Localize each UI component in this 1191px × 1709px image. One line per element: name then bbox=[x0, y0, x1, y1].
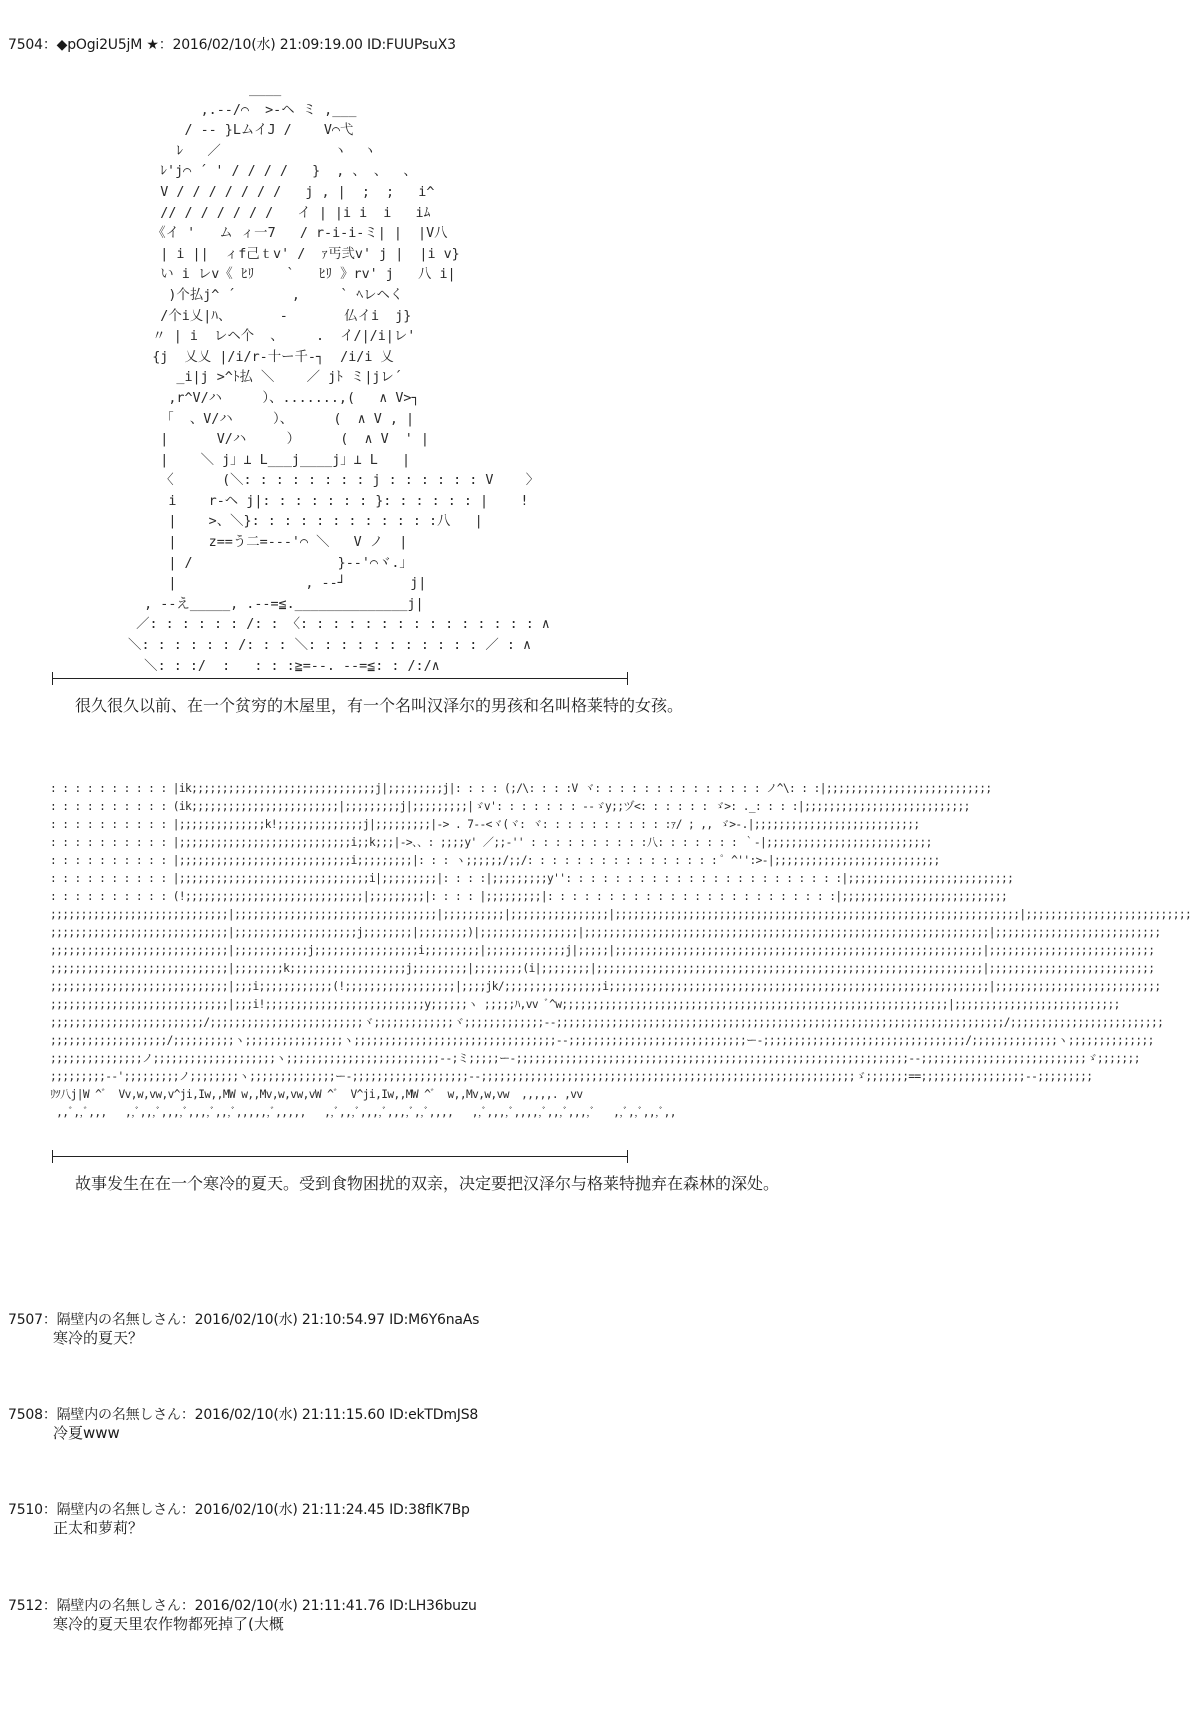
narration-text: 故事发生在在一个寒冷的夏天。受到食物困扰的双亲，决定要把汉泽尔与格莱特抛弃在森林的深处。 bbox=[75, 1174, 780, 1193]
post-header: 7508：隔壁内の名無しさん：2016/02/10(水) 21:11:15.60 ID:ekTDmJS8 bbox=[8, 1407, 479, 1423]
narration-text: 很久很久以前、在一个贫穷的木屋里，有一个名叫汉泽尔的男孩和名叫格莱特的女孩。 bbox=[75, 696, 684, 715]
post-header: 7504：◆pOgi2U5jM ★：2016/02/10(水) 21:09:19.00 ID:FUUPsuX3 bbox=[8, 37, 456, 53]
divider-line bbox=[52, 678, 628, 679]
post-body: 冷夏www bbox=[53, 1424, 120, 1442]
divider-line bbox=[52, 1156, 628, 1157]
ascii-art-forest: : : : : : : : : : : |ik;;;;;;;;;;;;;;;;;;;;;;;;;;;;;;j|;;;;;;;;;j|: : : : (;/\: : : :V ヾ: : : : : : : : : : : : : : ノ^\: : :|;;;;;;;;;;;;;;;;;;;;;;;;;;; : : : : : : : : : : (ik;;;;;;;;;;;;;;;;;;;;;;;;|;;;;;;;;;j|;;;;;;;;;|ゞv': : : : : : : --ゞy;;ヅ<: : : : : : ゞ>: ._: : : :|;;;;;;;;;;;;;;;;;;;;;;;;;;; : : : : : : : : : : |;;;;;;;;;;;;;;k!;;;;;;;;;;;;;;j|;;;;;;;;;|-> . 7‐-<ヾ(ヾ: ヾ: : : : : : : : : : :ｧ/ ; ,, ゞ>‐.|;;;;;;;;;;;;;;;;;;;;;;;;;;; : : : : : : : : : : |;;;;;;;;;;;;;;;;;;;;;;;;;;;;i;;k;;;|->、、: ;;;;y' ／;;‐'' : : : : : : : : : :八: : : : : : : ｀‐|;;;;;;;;;;;;;;;;;;;;;;;;;;; : : : : : : : : : : |;;;;;;;;;;;;;;;;;;;;;;;;;;;;i;;;;;;;;;|: : : ヽ;;;;;;/;;/: : : : : : : : : : : : : : : : ﾟ ^'':>‐|;;;;;;;;;;;;;;;;;;;;;;;;;;; : : : : : : : : : : |;;;;;;;;;;;;;;;;;;;;;;;;;;;;;;;i|;;;;;;;;;|: : : :|;;;;;;;;;y'': : : : : : : : : : : : : : : : : : : : : : :|;;;;;;;;;;;;;;;;;;;;;;;;;;; : : : : : : : : : : (!;;;;;;;;;;;;;;;;;;;;;;;;;;;;;|;;;;;;;;;|: : : : |;;;;;;;;;|: : : : : : : : : : : : : : : : : : : : : : : :|;;;;;;;;;;;;;;;;;;;;;;;;;;; ;;;;;;;;;;;;;;;;;;;;;;;;;;;;;|;;;;;;;;;;;;;;;;;;;;;;;;;;;;;;;;;|;;;;;;;;;;|;;;;;;;;;;;;;;;;|;;;;;;;;;;;;;;;;;;;;;;;;;;;;;;;;;;;;;;;;;;;;;;;;;;;;;;;;;;;;;;;;;;|;;;;;;;;;;;;;;;;;;;;;;;;;;; ;;;;;;;;;;;;;;;;;;;;;;;;;;;;;|;;;;;;;;;;;;;;;;;;;;j;;;;;;;;|;;;;;;;;)|;;;;;;;;;;;;;;;;|;;;;;;;;;;;;;;;;;;;;;;;;;;;;;;;;;;;;;;;;;;;;;;;;;;;;;;;;;;;;;;;;;;|;;;;;;;;;;;;;;;;;;;;;;;;;;; ;;;;;;;;;;;;;;;;;;;;;;;;;;;;;|;;;;;;;;;;;;j;;;;;;;;;;;;;;;;;i;;;;;;;;;|;;;;;;;;;;;;;j|;;;;;|;;;;;;;;;;;;;;;;;;;;;;;;;;;;;;;;;;;;;;;;;;;;;;;;;;;;;;;;;;;;|;;;;;;;;;;;;;;;;;;;;;;;;;;; ;;;;;;;;;;;;;;;;;;;;;;;;;;;;;|;;;;;;;;k;;;;;;;;;;;;;;;;;;;j;;;;;;;;;|;;;;;;;;(i|;;;;;;;;|;;;;;;;;;;;;;;;;;;;;;;;;;;;;;;;;;;;;;;;;;;;;;;;;;;;;;;;;;;;;;;;|;;;;;;;;;;;;;;;;;;;;;;;;;;; ;;;;;;;;;;;;;;;;;;;;;;;;;;;;;|;;;i;;;;;;;;;;;;(!;;;;;;;;;;;;;;;;;;|;;;;jk/;;;;;;;;;;;;;;;;i;;;;;;;;;;;;;;;;;;;;;;;;;;;;;;;;;;;;;;;;;;;;;;;;;;;;;;;;;;;;;;|;;;;;;;;;;;;;;;;;;;;;;;;;;; ;;;;;;;;;;;;;;;;;;;;;;;;;;;;;|;;;i!;;;;;;;;;;;;;;;;;;;;;;;;;;y;;;;;;ヽ ;;;;;ﾊ,vv ﾞ^w;;;;;;;;;;;;;;;;;;;;;;;;;;;;;;;;;;;;;;;;;;;;;;;;;;;;;;;;;;;;;;;|;;;;;;;;;;;;;;;;;;;;;;;;;;; ;;;;;;;;;;;;;;;;;;;;;;;;;/;;;;;;;;;;;;;;;;;;;;;;;;;ヾ;;;;;;;;;;;;;ヾ;;;;;;;;;;;;;‐-;;;;;;;;;;;;;;;;;;;;;;;;;;;;;;;;;;;;;;;;;;;;;;;;;;;;;;;;;;;;;;;;;;;;;;;;;/;;;;;;;;;;;;;;;;;;;;;;;;; ;;;;;;;;;;;;;;;;;;;/;;;;;;;;;;ヽ;;;;;;;;;;;;;;;;ヽ;;;;;;;;;;;;;;;;;;;;;;;;;;;;;;;;;‐‐;;;;;;;;;;;;;;;;;;;;;;;;;;;;;ー‐;;;;;;;;;;;;;;;;;;;;;;;;;;;;;;;;;/;;;;;;;;;;;;;;ヽ;;;;;;;;;;;;;; ;;;;;;;;;;;;;;;ノ;;;;;;;;;;;;;;;;;;;;ヽ;;;;;;;;;;;;;;;;;;;;;;;;;‐-;ミ;;;;;ー‐;;;;;;;;;;;;;;;;;;;;;;;;;;;;;;;;;;;;;;;;;;;;;;;;;;;;;;;;;;;;;;;;‐-;;;;;;;;;;;;;;;;;;;;;;;;;;;ゞ;;;;;;; ;;;;;;;;;‐-';;;;;;;;;ノ;;;;;;;;ヽ;;;;;;;;;;;;;;ー‐;;;;;;;;;;;;;;;;;;;‐-;;;;;;;;;;;;;;;;;;;;;;;;;;;;;;;;;;;;;;;;;;;;;;;;;;;;;;;;;;;;;ゞ;;;;;;;==;;;;;;;;;;;;;;;;;‐-;;;;;;;;; ﾘﾂ八j|W ^ﾞ Vv,w,vw,v^ji,Iw,,MW w,,Mv,w,vw,vW ^ﾞ V^ji,Iw,,MW ^ﾞ w,,Mv,w,vw ,,,,,. ,vv ,,ﾞ,,ﾞ,,, ,,ﾞ,,,ﾞ,,,,ﾞ,,,,ﾞ,,,ﾞ,,,,,,ﾞ,,,,, ,,ﾞ,,,ﾞ,,,,ﾞ,,,,ﾞ,,ﾞ,,,, ,,ﾞ,,,,ﾞ,,,,,ﾞ,,,ﾞ,,,,ﾞ ,,ﾞ,,ﾞ,,,ﾞ,, bbox=[50, 782, 1191, 1119]
divider-tick-right bbox=[627, 1150, 628, 1163]
post-header: 7512：隔壁内の名無しさん：2016/02/10(水) 21:11:41.76 ID:LH36buzu bbox=[8, 1598, 477, 1614]
post-body: 正太和萝莉？ bbox=[53, 1519, 144, 1537]
ascii-art-girl: ____ ,.--/⌒ >-ヘ ミ ,___ / -- }LムイJ / V⌒弋 ﾚ ／ ヽ ヽ ﾚ'j⌒ ´ ' / / / / } , 、 、 、 V / / / / / / / j , | ; ; i^ // / / / / / / イ | |i i i iﾑ 《イ ' ム ィ一7 / r-i-i-ミ| | |V八 | i || ィf己ｔv' / ｧ丐弐v' j | |i v} い i レv《 ﾋﾘ ` ﾋﾘ 》rv' j 八 i| )个払j^ ´ , ` ﾍレヘく /个i乂|ﾊ、 ‐ 仏イi j} 〃 | i レヘ个 、 . イ/|/i|レ' {j 乂乂 |/i/r‐十ー千‐┐ /i/i 乂 _i|j >^ﾄ払 ＼ ／ jﾄ ミ|jレ´ ,r^V/ハ ）、.......,( ∧ V>┐ 「 、V/ハ ）、 ( ∧ V , | | V/ハ ） ( ∧ V ' | | ＼ j」⊥ L___j____j」⊥ L | 〈 (＼: : : : : : : : j : : : : : : V 〉 i r-ヘ j|: : : : : : : }: : : : : : | ! | >、＼}: : : : : : : : : : : :八 | | z==う二=--‐'⌒ ＼ V ノ | | / }--'⌒ヾ.」 | , -‐┘ j| , --え_____, .--=≦.______________j| ／: : : : : : /: : 〈: : : : : : : : : : : : : : : ∧ ＼: : : : : : /: : : ＼: : : : : : : : : : : ／ : ∧ ＼: : :/ : : : :≧=--. --=≦: : /:/∧ bbox=[128, 82, 550, 674]
post-header: 7507：隔壁内の名無しさん：2016/02/10(水) 21:10:54.97 ID:M6Y6naAs bbox=[8, 1312, 480, 1328]
divider-tick-right bbox=[627, 672, 628, 685]
post-header: 7510：隔壁内の名無しさん：2016/02/10(水) 21:11:24.45 ID:38flK7Bp bbox=[8, 1502, 470, 1518]
post-body: 寒冷的夏天里农作物都死掉了(大概 bbox=[53, 1615, 284, 1633]
post-body: 寒冷的夏天？ bbox=[53, 1329, 144, 1347]
